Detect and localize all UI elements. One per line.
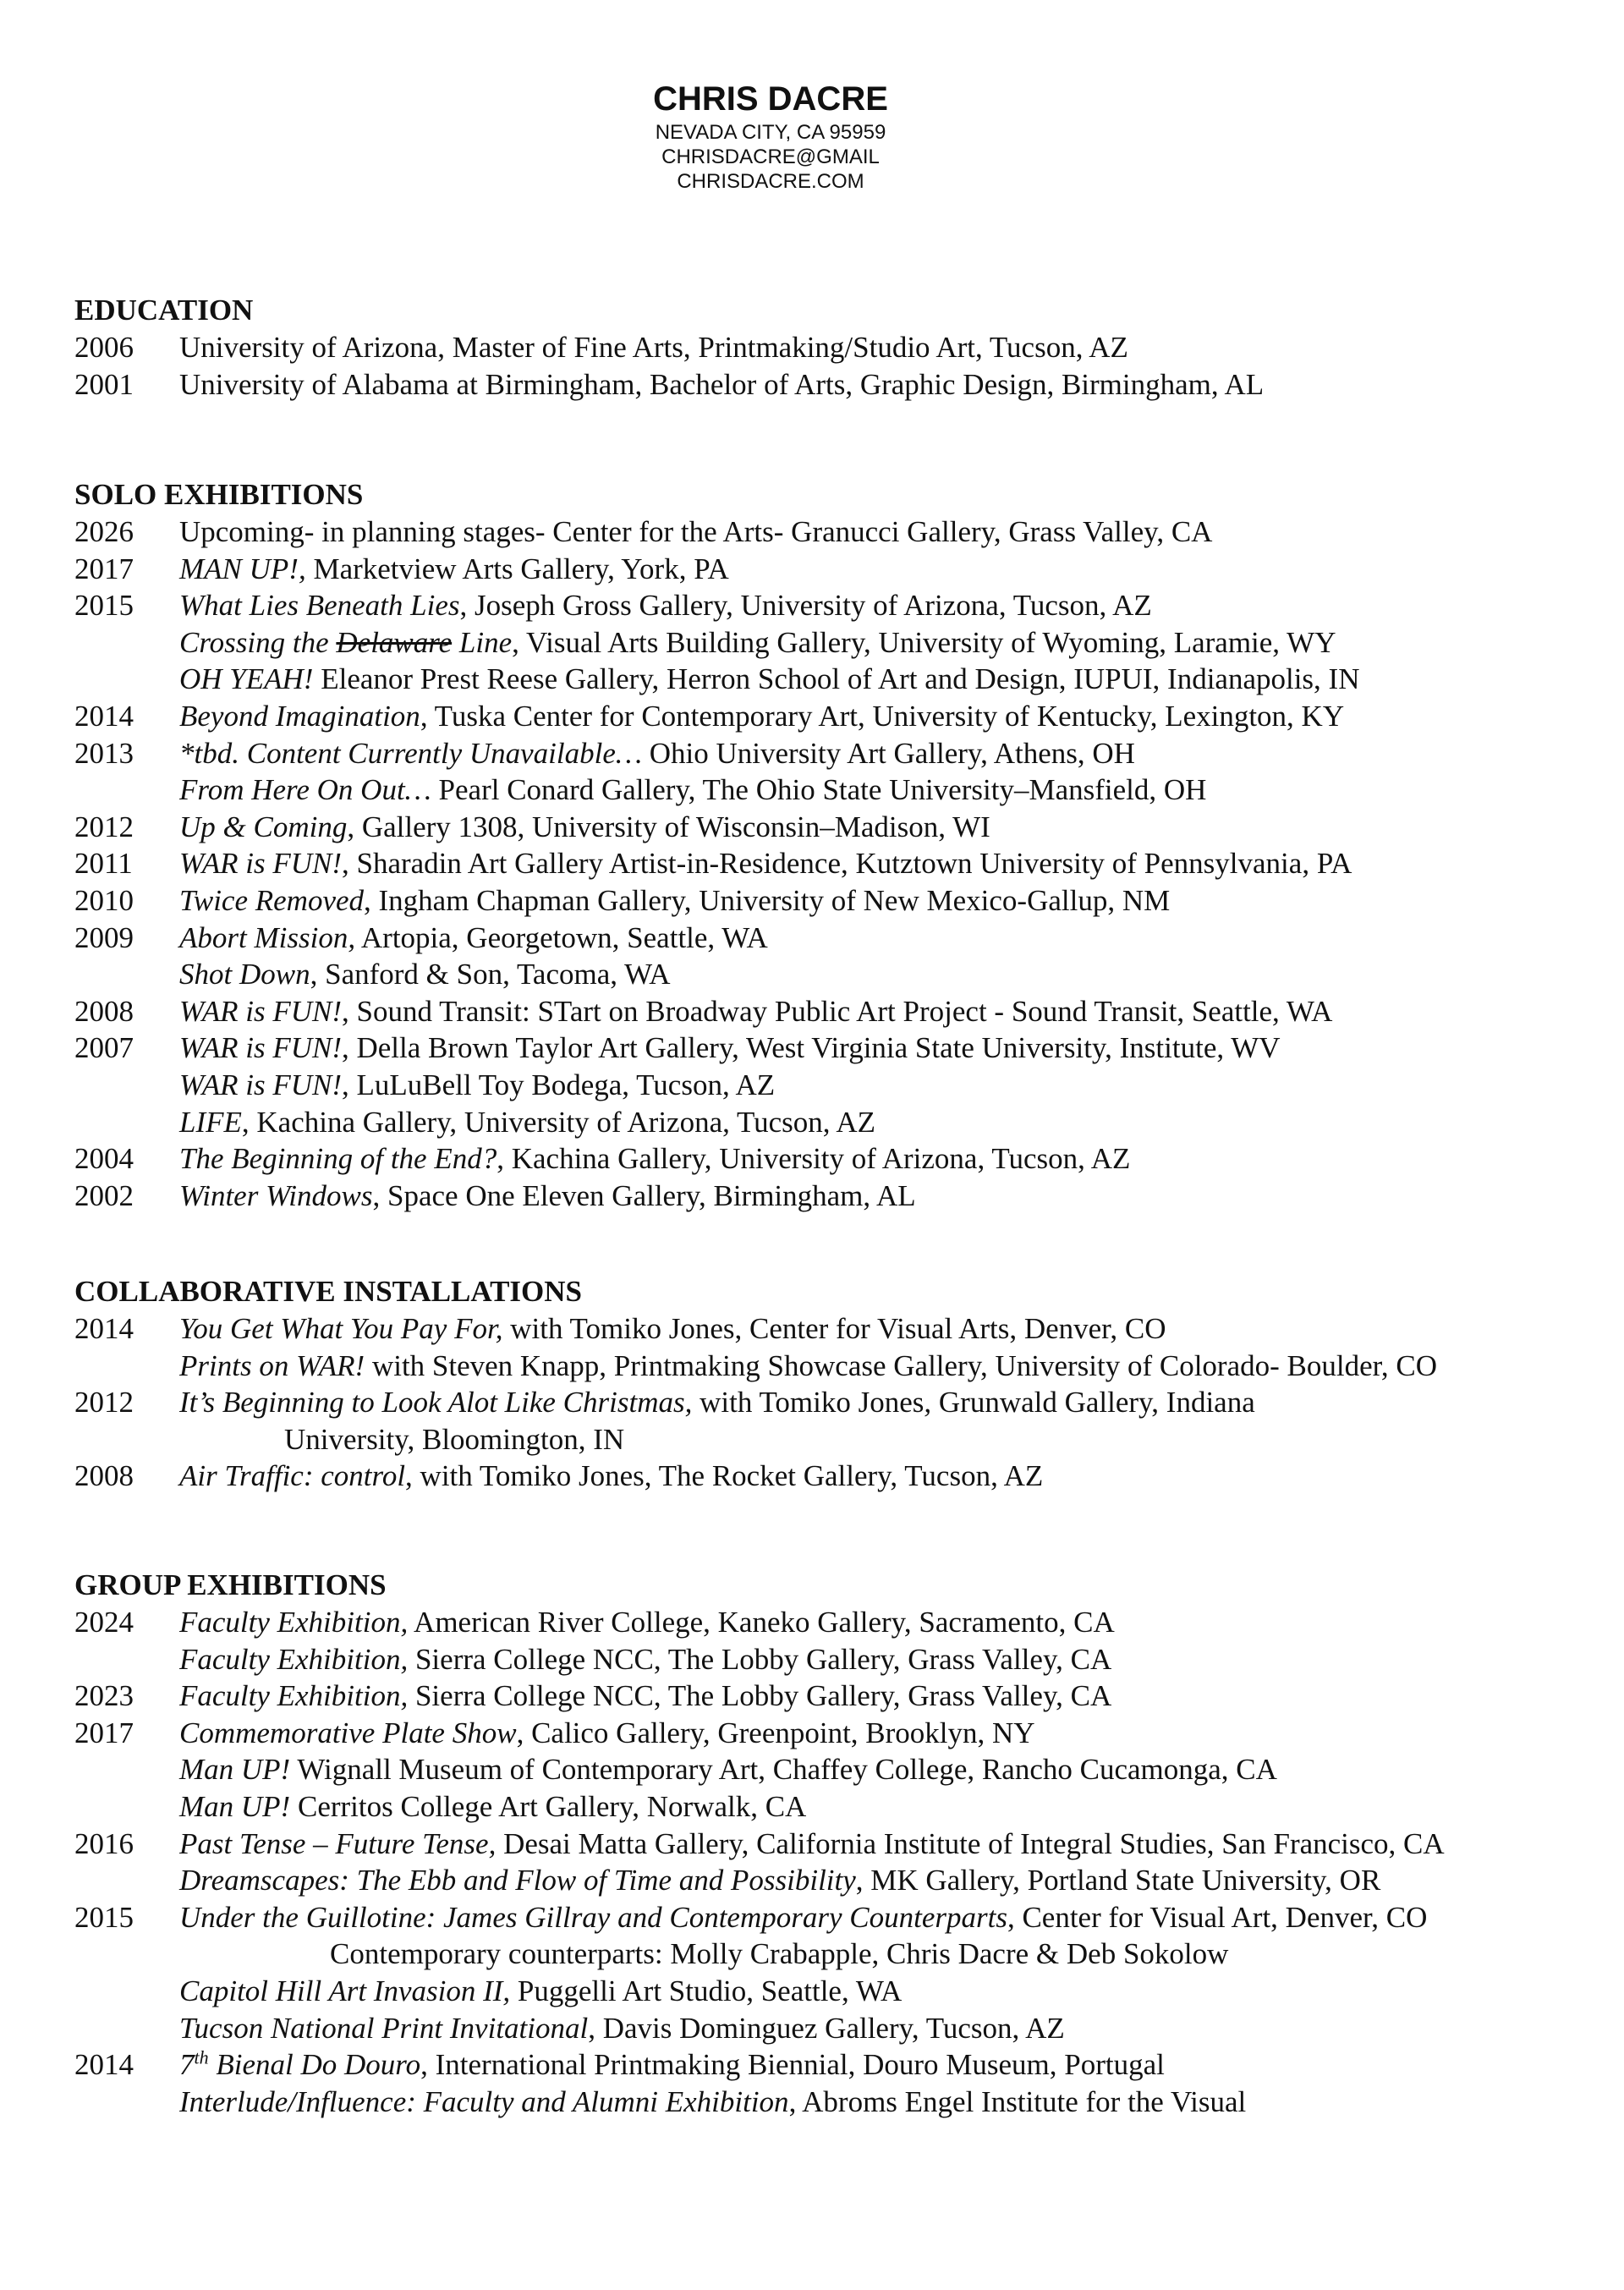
exhibition-title: Tucson National Print Invitational — [179, 2011, 589, 2045]
item-year: 2012 — [74, 810, 134, 843]
exhibition-title: Twice Removed — [179, 883, 365, 917]
item-year: 2017 — [74, 1716, 134, 1749]
item-year: 2012 — [74, 1386, 134, 1420]
list-item — [74, 993, 1597, 1030]
location-line: NEVADA CITY, CA 95959 — [655, 121, 886, 144]
item-text — [179, 1458, 1043, 1495]
exhibition-venue: , MK Gallery, Portland State University, OR — [855, 1864, 1381, 1897]
item-year: 2024 — [74, 1606, 134, 1639]
list-item — [74, 1104, 1597, 1141]
exhibition-title: Man UP! — [179, 1789, 291, 1823]
item-year: 2008 — [74, 994, 134, 1028]
item-text — [179, 1973, 902, 2010]
exhibition-venue: , Tuska Center for Contemporary Art, University of Kentucky, Lexington, KY — [420, 699, 1345, 733]
exhibition-title: From Here On Out… — [179, 773, 431, 807]
exhibition-venue: , Visual Arts Building Gallery, University of Wyoming, Laramie, WY — [512, 625, 1336, 659]
exhibition-title: Air Traffic: control — [179, 1459, 406, 1493]
item-text — [179, 1826, 1445, 1863]
item-text — [179, 2084, 1246, 2121]
exhibition-venue: , International Printmaking Biennial, Douro Museum, Portugal — [420, 2048, 1165, 2082]
list-item — [74, 882, 1597, 920]
exhibition-venue: , LuLuBell Toy Bodega, Tucson, AZ — [341, 1068, 776, 1101]
exhibition-title: Shot Down — [179, 958, 310, 991]
list-item — [74, 698, 1597, 735]
solo-exhibitions-section — [74, 476, 1597, 1214]
exhibition-title: LIFE — [179, 1105, 242, 1139]
list-item — [74, 1384, 1597, 1421]
list-item — [74, 956, 1597, 993]
list-item — [74, 735, 1597, 772]
ordinal-suffix: th — [194, 2046, 209, 2068]
item-year: 2023 — [74, 1679, 134, 1713]
exhibition-venue: Grunwald Gallery, Indiana — [931, 1386, 1255, 1420]
list-item — [74, 1862, 1597, 1899]
exhibition-venue: , Ingham Chapman Gallery, University of New Mexico-Gallup, NM — [364, 883, 1171, 917]
item-text — [179, 845, 1352, 882]
item-year: 2008 — [74, 1459, 134, 1493]
exhibition-title-part: Line — [452, 625, 513, 659]
exhibition-title: Commemorative Plate Show — [179, 1716, 517, 1749]
list-item — [74, 1458, 1597, 1495]
list-item — [74, 1348, 1597, 1385]
list-item — [74, 1826, 1597, 1863]
exhibition-title: MAN UP!, — [179, 552, 306, 585]
website-line: CHRISDACRE.COM — [677, 170, 864, 193]
item-text — [179, 1384, 1255, 1421]
exhibition-title: The Beginning of the End? — [179, 1142, 497, 1176]
item-text — [179, 1899, 1427, 1936]
exhibition-venue: Cerritos College Art Gallery, Norwalk, CA — [290, 1789, 807, 1823]
item-year: 2015 — [74, 589, 134, 623]
item-text — [179, 809, 990, 846]
exhibition-venue: , Abroms Engel Institute for the Visual — [788, 2084, 1247, 2118]
education-section — [74, 292, 1597, 403]
item-year: 2026 — [74, 515, 134, 548]
exhibition-venue: Marketview Arts Gallery, York, PA — [305, 552, 729, 585]
exhibition-venue: , Davis Dominguez Gallery, Tucson, AZ — [588, 2011, 1065, 2045]
list-item — [74, 772, 1597, 809]
list-item — [74, 1421, 1597, 1458]
list-item — [74, 1899, 1597, 1936]
exhibition-venue: Puggelli Art Studio, Seattle, WA — [510, 1974, 903, 2007]
list-item — [74, 1678, 1597, 1715]
exhibition-venue: Pearl Conard Gallery, The Ohio State University–Mansfield, OH — [431, 773, 1207, 807]
item-year: 2009 — [74, 920, 134, 954]
list-item — [74, 1936, 1597, 1973]
exhibition-title: Prints on WAR! — [179, 1348, 365, 1382]
item-text — [179, 1751, 1277, 1788]
item-text — [179, 551, 729, 588]
exhibition-venue: Sierra College NCC, The Lobby Gallery, Grass Valley, CA — [408, 1679, 1112, 1713]
item-text: Upcoming- in planning stages- Center for the Arts- Granucci Gallery, Grass Valley, CA — [179, 515, 1213, 548]
exhibition-title-part: Crossing the — [179, 625, 337, 659]
item-text — [179, 1348, 1437, 1385]
item-text — [179, 1788, 806, 1826]
item-year: 2013 — [74, 736, 134, 770]
exhibition-venue: , Center for Visual Art, Denver, CO — [1007, 1900, 1428, 1934]
exhibition-title: What Lies Beneath Lies — [179, 589, 460, 623]
list-item — [74, 1751, 1597, 1788]
group-exhibitions-section — [74, 1567, 1597, 2120]
exhibition-title: *tbd. Content Currently Unavailable… — [179, 736, 642, 770]
exhibition-venue: Eleanor Prest Reese Gallery, Herron School of Art and Design, IUPUI, Indianapolis, IN — [313, 662, 1360, 696]
item-text — [179, 772, 1206, 809]
exhibition-venue: , Kachina Gallery, University of Arizona, Tucson, AZ — [241, 1105, 876, 1139]
item-text — [179, 1310, 1166, 1348]
item-year: 2014 — [74, 699, 134, 733]
list-item — [74, 1973, 1597, 2010]
exhibition-venue: with Tomiko Jones, Center for Visual Arts, Denver, CO — [502, 1312, 1166, 1345]
exhibition-venue: , Space One Eleven Gallery, Birmingham, AL — [372, 1178, 916, 1212]
section-title: GROUP EXHIBITIONS — [74, 1568, 387, 1601]
exhibition-venue: , Della Brown Taylor Art Gallery, West Virginia State University, Institute, WV — [341, 1031, 1281, 1065]
item-text — [179, 956, 671, 993]
item-year: 2007 — [74, 1031, 134, 1065]
exhibition-title: Bienal Do Douro — [208, 2048, 421, 2082]
item-text — [179, 1604, 1115, 1641]
item-year: 2016 — [74, 1826, 134, 1860]
exhibition-venue: , Gallery 1308, University of Wisconsin–Madison, WI — [347, 810, 990, 843]
list-item — [74, 920, 1597, 957]
item-text — [179, 698, 1344, 735]
exhibition-title: Dreamscapes: The Ebb and Flow of Time and Possibility — [179, 1864, 856, 1897]
item-text — [179, 993, 1332, 1030]
list-item — [74, 2010, 1597, 2047]
exhibition-venue: , Sound Transit: STart on Broadway Public Art Project - Sound Transit, Seattle, WA — [341, 994, 1333, 1028]
exhibition-venue: American River College, Kaneko Gallery, Sacramento, CA — [408, 1606, 1115, 1639]
list-item — [74, 1310, 1597, 1348]
list-item — [74, 587, 1597, 624]
exhibition-title: WAR is FUN! — [179, 1068, 342, 1101]
exhibition-venue: with Steven Knapp, Printmaking Showcase Gallery, University of Colorado- Boulder, CO — [365, 1348, 1437, 1382]
list-item — [74, 845, 1597, 882]
exhibition-title: Capitol Hill Art Invasion II, — [179, 1974, 511, 2007]
exhibition-title: Abort Mission, — [179, 920, 356, 954]
exhibition-venue: Artopia, Georgetown, Seattle, WA — [355, 920, 768, 954]
section-title: SOLO EXHIBITIONS — [74, 478, 364, 511]
item-text — [179, 1104, 875, 1141]
item-text — [179, 1030, 1281, 1067]
item-text — [179, 587, 1152, 624]
item-text — [179, 2046, 1165, 2084]
item-text — [179, 661, 1359, 698]
list-item — [74, 1788, 1597, 1826]
exhibition-title: Under the Guillotine: James Gillray and Contemporary Counterparts — [179, 1900, 1007, 1934]
list-item — [74, 809, 1597, 846]
struck-word: Delaware — [336, 625, 453, 659]
comma: , — [924, 1386, 932, 1420]
list-item — [74, 1715, 1597, 1752]
list-item — [74, 661, 1597, 698]
item-year: 2017 — [74, 552, 134, 585]
exhibition-title: Beyond Imagination — [179, 699, 420, 733]
collaborative-installations-section — [74, 1273, 1597, 1495]
list-item — [74, 624, 1597, 662]
section-title: COLLABORATIVE INSTALLATIONS — [74, 1275, 583, 1308]
exhibition-venue: , with Tomiko Jones, The Rocket Gallery, Tucson, AZ — [405, 1459, 1044, 1493]
item-text — [179, 882, 1170, 920]
item-year: 2006 — [74, 331, 134, 364]
item-text — [179, 1715, 1035, 1752]
item-text — [179, 1178, 916, 1215]
exhibition-title: Man UP! — [179, 1753, 291, 1787]
exhibition-venue: , Joseph Gross Gallery, University of Arizona, Tucson, AZ — [459, 589, 1152, 623]
list-item — [74, 2046, 1597, 2084]
item-continuation: Contemporary counterparts: Molly Crabapple, Chris Dacre & Deb Sokolow — [330, 1937, 1229, 1971]
item-text — [179, 624, 1336, 662]
list-item — [74, 513, 1597, 551]
page-title: CHRIS DACRE — [653, 80, 888, 118]
exhibition-venue: Sierra College NCC, The Lobby Gallery, Grass Valley, CA — [408, 1642, 1112, 1676]
exhibition-venue: , Sanford & Son, Tacoma, WA — [310, 958, 671, 991]
item-year: 2015 — [74, 1900, 134, 1934]
exhibition-title: Interlude/Influence: Faculty and Alumni Exhibition — [179, 2084, 789, 2118]
exhibition-title: WAR is FUN! — [179, 994, 342, 1028]
exhibition-title: Faculty Exhibition, — [179, 1642, 409, 1676]
exhibition-title: You Get What You Pay For, — [179, 1312, 503, 1345]
item-year: 2002 — [74, 1178, 134, 1212]
list-item — [74, 1641, 1597, 1678]
exhibition-title: WAR is FUN! — [179, 1031, 342, 1065]
item-year: 2011 — [74, 847, 133, 881]
list-item — [74, 366, 1597, 404]
item-text — [179, 920, 768, 957]
exhibition-title: WAR is FUN! — [179, 847, 342, 881]
list-item — [74, 1140, 1597, 1178]
exhibition-venue: , Calico Gallery, Greenpoint, Brooklyn, NY — [516, 1716, 1035, 1749]
item-year: 2014 — [74, 2048, 134, 2082]
item-text — [179, 735, 1135, 772]
list-item — [74, 1067, 1597, 1104]
exhibition-venue: Desai Matta Gallery, California Institute of Integral Studies, San Francisco, CA — [496, 1826, 1445, 1860]
item-continuation: University, Bloomington, IN — [284, 1422, 625, 1456]
item-year: 2004 — [74, 1142, 134, 1176]
list-item — [74, 1030, 1597, 1067]
email-line: CHRISDACRE@GMAIL — [661, 146, 880, 168]
item-text — [179, 1140, 1130, 1178]
exhibition-title: OH YEAH! — [179, 662, 314, 696]
item-year: 2001 — [74, 367, 134, 401]
list-item — [74, 329, 1597, 366]
list-item — [74, 1178, 1597, 1215]
exhibition-title: Winter Windows — [179, 1178, 373, 1212]
item-text — [179, 1862, 1380, 1899]
exhibition-title: Past Tense – Future Tense, — [179, 1826, 497, 1860]
item-text — [179, 1678, 1111, 1715]
item-year: 2010 — [74, 883, 134, 917]
item-text: University of Alabama at Birmingham, Bachelor of Arts, Graphic Design, Birmingham, AL — [179, 367, 1265, 401]
item-text — [179, 1641, 1111, 1678]
list-item — [74, 1604, 1597, 1641]
exhibition-title: Faculty Exhibition, — [179, 1679, 409, 1713]
exhibition-venue: Wignall Museum of Contemporary Art, Chaffey College, Rancho Cucamonga, CA — [290, 1753, 1277, 1787]
exhibition-venue: , Sharadin Art Gallery Artist-in-Residence, Kutztown University of Pennsylvania, PA — [341, 847, 1352, 881]
item-text — [179, 2010, 1065, 2047]
exhibition-venue: Ohio University Art Gallery, Athens, OH — [642, 736, 1135, 770]
item-year: 2014 — [74, 1312, 134, 1345]
exhibition-title: It’s Beginning to Look Alot Like Christmas, — [179, 1386, 693, 1420]
section-title: EDUCATION — [74, 294, 254, 327]
exhibition-title-number: 7 — [179, 2048, 195, 2082]
exhibition-title: Faculty Exhibition, — [179, 1606, 409, 1639]
item-text: University of Arizona, Master of Fine Arts, Printmaking/Studio Art, Tucson, AZ — [179, 331, 1128, 364]
exhibition-venue: , Kachina Gallery, University of Arizona, Tucson, AZ — [497, 1142, 1131, 1176]
list-item — [74, 2084, 1597, 2121]
list-item — [74, 551, 1597, 588]
exhibition-title: Up & Coming — [179, 810, 348, 843]
resume-header — [0, 78, 1541, 194]
item-text — [179, 1067, 775, 1104]
exhibition-venue: with Tomiko Jones — [692, 1386, 924, 1420]
